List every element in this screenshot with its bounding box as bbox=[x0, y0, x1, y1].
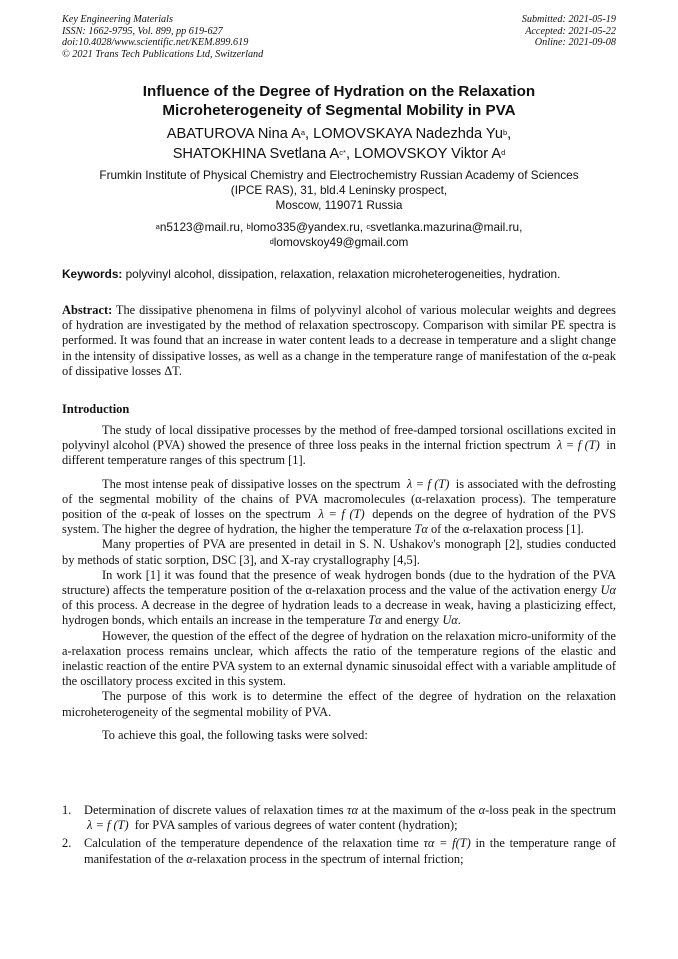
author-name: LOMOVSKAYA Nadezhda Yu bbox=[313, 126, 503, 142]
formula: λ = f (T) bbox=[87, 818, 129, 833]
abstract-label: Abstract: bbox=[62, 303, 113, 317]
paragraph: To achieve this goal, the following tasks were solved: bbox=[102, 727, 368, 742]
issn-line: ISSN: 1662-9795, Vol. 899, pp 619-627 bbox=[62, 25, 223, 37]
dates-info bbox=[522, 14, 616, 49]
abstract bbox=[62, 303, 616, 379]
section-heading: Introduction bbox=[62, 402, 130, 416]
paragraph: However, the question of the effect of the degree of hydration on the relaxation micro-uniformity of the a-relaxation process remains unclear, which affects the ratio of the temperature regions of the elastic and inelastic reaction of the entire PVA system to an external dynamic sinusoidal effect with a variable amplitude of the oscillatory process excited in this system. bbox=[62, 628, 616, 689]
email-link[interactable]: lomo335@yandex.ru, bbox=[250, 220, 367, 234]
email-link[interactable]: svetlanka.mazurina@mail.ru, bbox=[370, 220, 523, 234]
journal-info bbox=[62, 14, 263, 60]
copyright-line: © 2021 Trans Tech Publications Ltd, Switzerland bbox=[62, 48, 264, 60]
paragraph: The study of local dissipative processes by the method of free-damped torsional oscillations excited in polyvinyl alcohol (PVA) showed the presence of three loss peaks in the internal friction spectrum λ = f (T) in different temperature ranges of this spectrum [1]. bbox=[62, 423, 616, 468]
online-date: Online: 2021-09-08 bbox=[534, 37, 616, 49]
list-item: 1. Determination of discrete values of relaxation times τα at the maximum of the α-loss peak in the spectrum λ = f (T) for PVA samples of various degrees of water content (hydration); bbox=[62, 803, 616, 833]
keywords bbox=[62, 267, 618, 282]
paper-title: Influence of the Degree of Hydration on the Relaxation Microheterogeneity of Segmental Mobility in PVA bbox=[142, 83, 536, 119]
affiliation: Frumkin Institute of Physical Chemistry and Electrochemistry Russian Academy of Sciences (IPCE RAS), 31, bld.4 Leninsky prospect, Moscow, 119071 Russia bbox=[99, 168, 579, 212]
keywords-label: Keywords: bbox=[62, 267, 123, 281]
formula: λ = f (T) bbox=[556, 438, 600, 453]
paragraph: The purpose of this work is to determine the effect of the degree of hydration on the relaxation microheterogeneity of the segmental mobility of PVA. bbox=[62, 689, 616, 719]
author-name: ABATUROVA Nina A bbox=[166, 126, 301, 142]
formula: λ = f (T) bbox=[406, 476, 450, 491]
introduction-body bbox=[62, 423, 616, 743]
task-list bbox=[62, 803, 616, 870]
journal-name: Key Engineering Materials bbox=[62, 14, 173, 25]
abstract-text: The dissipative phenomena in films of polyvinyl alcohol of various molecular weights and degrees of hydration are investigated by the method of relaxation spectroscopy. Comparison with similar PE spectra is performed. It was found that an increase in water content leads to a decrease in temperature and a slight change in the intensity of dissipative losses, as well as a change in the temperature range of manifestation of the α-peak of dissipative losses ΔT. bbox=[62, 303, 616, 378]
email-link[interactable]: lomovskoy49@gmail.com bbox=[273, 235, 409, 249]
email-link[interactable]: n5123@mail.ru, bbox=[159, 220, 247, 234]
paragraph: In work [1] it was found that the presence of weak hydrogen bonds (due to the hydration of the PVA structure) affects the temperature position of the α-relaxation process and the value of the activation energy Uα of this process. A decrease in the degree of hydration leads to a decrease in weak, having a plasticizing effect, hydrogen bonds, which entails an increase in the temperature Tα and energy Uα. bbox=[62, 567, 616, 628]
submitted-date: Submitted: 2021-05-19 bbox=[521, 14, 616, 25]
author-emails: $^a$n5123@mail.ru, $^b$lomo335@yandex.ru, $^c$svetlanka.mazurina@mail.ru, $^d$lomovskoy49@gmail.com bbox=[155, 220, 523, 249]
paragraph: Many properties of PVA are presented in detail in S. N. Ushakov's monograph [2], studies conducted by methods of static sorption, DSC [3], and X-ray crystallography [4,5]. bbox=[62, 537, 616, 567]
author-name: LOMOVSKOY Viktor A bbox=[354, 146, 502, 162]
doi-link[interactable]: doi:10.4028/www.scientific.net/KEM.899.619 bbox=[62, 37, 249, 49]
author-name: SHATOKHINA Svetlana A bbox=[172, 146, 340, 162]
author-list: ABATUROVA Nina $A^a$, LOMOVSKAYA Nadezhda Yu$^b$, SHATOKHINA Svetlana $A^{c*}$, LOMOVSKOY Viktor $A^d$ bbox=[166, 126, 512, 162]
formula: λ = f (T) bbox=[318, 507, 365, 522]
keywords-text: polyvinyl alcohol, dissipation, relaxation, relaxation microheterogeneities, hydration. bbox=[122, 267, 561, 281]
accepted-date: Accepted: 2021-05-22 bbox=[525, 25, 616, 37]
list-item: 2. Calculation of the temperature dependence of the relaxation time τα = f(T) in the temperature range of manifestation of the α-relaxation process in the spectrum of internal friction; bbox=[62, 836, 616, 866]
paragraph: The most intense peak of dissipative losses on the spectrum λ = f (T) is associated with the defrosting of the segmental mobility of the chains of PVA macromolecules (α-relaxation process). The temperature position of the α-peak of losses on the spectrum λ = f (T) depends on the degree of hydration of the PVS system. The higher the degree of hydration, the higher the temperature Tα of the α-relaxation process [1]. bbox=[62, 476, 616, 537]
